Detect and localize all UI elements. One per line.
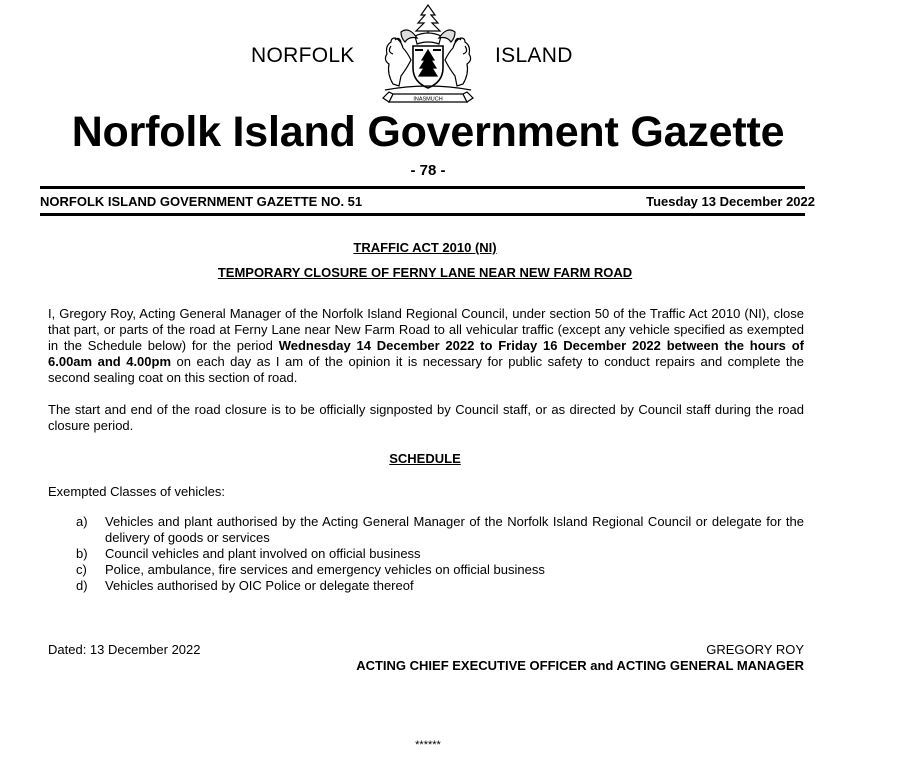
act-heading: TRAFFIC ACT 2010 (NI) — [353, 240, 497, 255]
gazette-title: Norfolk Island Government Gazette — [71, 108, 785, 156]
closure-paragraph-reason: on each day as I am of the opinion it is necessary for public safety to conduct repairs and complete the second sealing coat on this section of road. — [48, 354, 804, 385]
list-item-label: c) — [76, 562, 87, 577]
end-marker: ****** — [415, 739, 441, 751]
closure-paragraph-intro: I, Gregory Roy, Acting General Manager of the Norfolk Island Regional Council, under section 50 of the Traffic Act 2010 (NI), close that part, or parts of the road at Ferny Lane near New Farm Road to all vehicular traffic (except any vehicle specified as exempted in the Schedule below) for the period — [48, 306, 804, 353]
list-item-text: Police, ambulance, fire services and emergency vehicles on official business — [105, 562, 545, 577]
closure-heading: TEMPORARY CLOSURE OF FERNY LANE NEAR NEW FARM ROAD — [217, 265, 633, 280]
header-right-word: ISLAND — [495, 44, 573, 67]
page-number: - 78 - — [410, 162, 446, 179]
header-rule-bottom — [40, 213, 805, 216]
schedule-heading: SCHEDULE — [389, 451, 461, 466]
list-item — [76, 578, 804, 594]
signposting-paragraph: The start and end of the road closure is to be officially signposted by Council staff, or as directed by Council staff during the road closure period. — [48, 402, 804, 433]
list-item-text: Council vehicles and plant involved on official business — [105, 546, 421, 561]
signatory-title: ACTING CHIEF EXECUTIVE OFFICER and ACTING GENERAL MANAGER — [356, 658, 804, 673]
gazette-number: NORFOLK ISLAND GOVERNMENT GAZETTE NO. 51 — [40, 194, 363, 209]
dated-line: Dated: 13 December 2022 — [48, 642, 201, 657]
list-item — [76, 562, 804, 578]
header-left-word: NORFOLK — [251, 44, 355, 67]
coat-of-arms-icon — [371, 2, 485, 108]
crest-motto: INASMUCH — [413, 96, 443, 103]
list-item-label: a) — [76, 514, 88, 529]
signatory-name: GREGORY ROY — [706, 642, 804, 657]
list-item-text: Vehicles authorised by OIC Police or delegate thereof — [105, 578, 414, 593]
exempt-intro: Exempted Classes of vehicles: — [48, 484, 226, 499]
closure-paragraph — [48, 306, 804, 386]
header-rule-top — [40, 186, 805, 189]
list-item — [76, 514, 804, 546]
list-item — [76, 546, 804, 562]
list-item-text: Vehicles and plant authorised by the Acting General Manager of the Norfolk Island Regional Council or delegate for the delivery of goods or services — [105, 514, 804, 545]
list-item-label: b) — [76, 546, 88, 561]
closure-period: Wednesday 14 December 2022 to Friday 16 December 2022 between the hours of 6.00am and 4.00pm — [48, 338, 804, 369]
gazette-date: Tuesday 13 December 2022 — [646, 194, 815, 209]
list-item-label: d) — [76, 578, 88, 593]
